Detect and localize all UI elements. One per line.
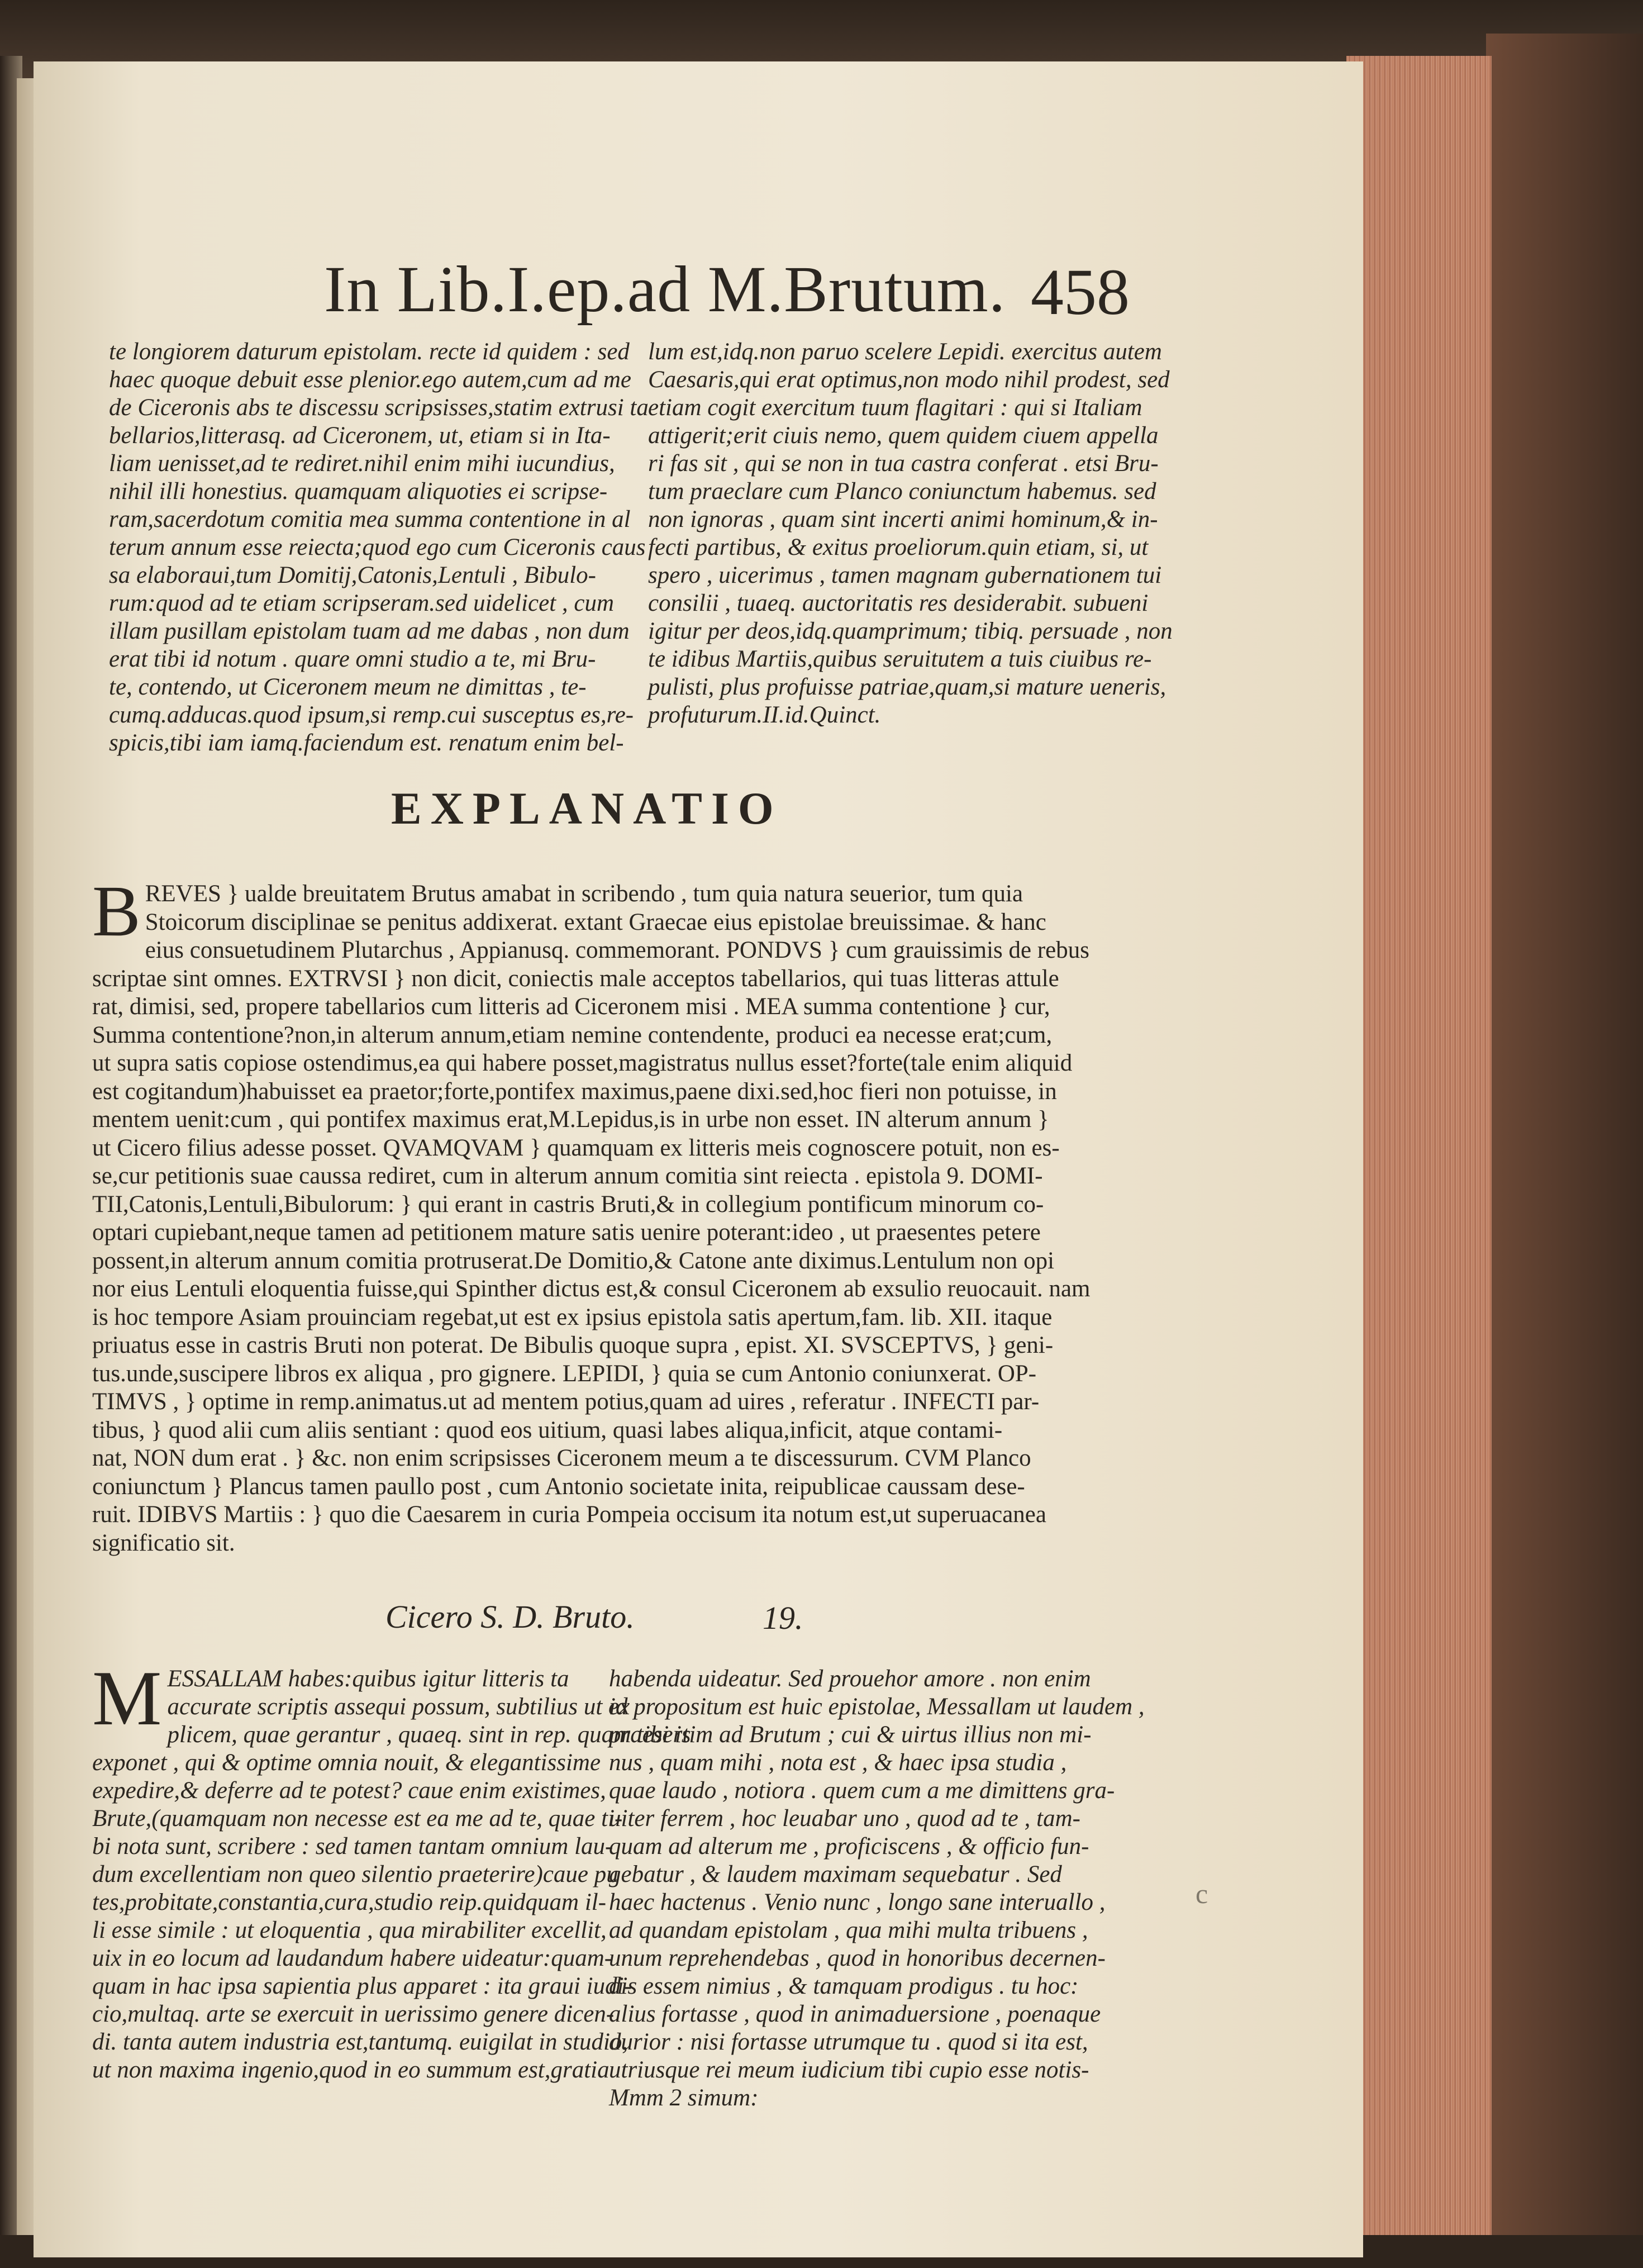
text-line: bellarios,litterasq. ad Ciceronem, ut, etiam si in Ita- xyxy=(109,422,611,449)
text-line: id propositum est huic epistolae, Messallam ut laudem , xyxy=(609,1694,1145,1720)
text-line: est cogitandum)habuisset ea praetor;forte,pontifex maximus,paene dixi.sed,hoc fieri non potuisse, in xyxy=(92,1078,1057,1105)
text-line: TIMVS , } optime in remp.animatus.ut ad mentem potius,quam ad uires , referatur . INFECTI par- xyxy=(92,1389,1040,1415)
text-line: cio,multaq. arte se exercuit in uerissimo genere dicen- xyxy=(92,2001,615,2027)
text-line: REVES } ualde breuitatem Brutus amabat in scribendo , tum quia natura seuerior, tum quia xyxy=(145,881,1023,907)
letter-title: Cicero S. D. Bruto. xyxy=(385,1599,635,1635)
text-line: pulisti, plus profuisse patriae,quam,si mature ueneris, xyxy=(648,674,1166,700)
text-line: tum praeclare cum Planco coniunctum habemus. sed xyxy=(648,478,1156,505)
text-line: habenda uideatur. Sed prouehor amore . non enim xyxy=(609,1666,1091,1692)
text-line: nihil illi honestius. quamquam aliquoties ei scripse- xyxy=(109,478,608,505)
text-line: Mmm 2 simum: xyxy=(609,2085,759,2111)
text-line: gebatur , & laudem maximam sequebatur . Sed xyxy=(609,1861,1062,1887)
text-line: terum annum esse reiecta;quod ego cum Ciceronis caus xyxy=(109,534,646,560)
drop-cap: B xyxy=(92,871,141,952)
text-line: uix in eo locum ad laudandum habere uideatur:quam- xyxy=(92,1945,613,1971)
text-line: quae laudo , notiora . quem cum a me dimittens gra- xyxy=(609,1777,1115,1804)
text-line: liam uenisset,ad te rediret.nihil enim mihi iucundius, xyxy=(109,450,615,477)
letter-column-right xyxy=(609,1665,1145,2112)
text-line: spicis,tibi iam iamq.faciendum est. renatum enim bel- xyxy=(109,730,624,756)
text-line: tes,probitate,constantia,cura,studio reip.quidquam il- xyxy=(92,1889,607,1915)
text-line: uiter ferrem , hoc leuabar uno , quod ad te , tam- xyxy=(609,1805,1080,1832)
text-line: tus.unde,suscipere libros ex aliqua , pro gignere. LEPIDI, } quia se cum Antonio coniunxerat. OP- xyxy=(92,1360,1037,1387)
text-line: exponet , qui & optime omnia nouit, & elegantissime xyxy=(92,1749,601,1776)
page-fore-edge xyxy=(1346,56,1492,2238)
text-line: non ignoras , quam sint incerti animi hominum,& in- xyxy=(648,506,1158,532)
text-line: scriptae sint omnes. EXTRVSI } non dicit, coniectis male acceptos tabellarios, qui tuas litteras attule xyxy=(92,965,1059,992)
text-line: Brute,(quamquam non necesse est ea me ad te, quae ti- xyxy=(92,1805,623,1832)
text-line: Caesaris,qui erat optimus,non modo nihil prodest, sed xyxy=(648,367,1170,393)
text-line: cumq.adducas.quod ipsum,si remp.cui susceptus es,re- xyxy=(109,702,634,728)
text-line: consilii , tuaeq. auctoritatis res desiderabit. subueni xyxy=(648,590,1149,616)
text-line: erat tibi id notum . quare omni studio a te, mi Bru- xyxy=(109,646,596,672)
text-line: ad quandam epistolam , qua mihi multa tribuens , xyxy=(609,1917,1088,1943)
letter-column-left xyxy=(92,1655,691,2084)
text-line: te longiorem daturum epistolam. recte id quidem : sed xyxy=(109,339,630,365)
text-line: optari cupiebant,neque tamen ad petitionem mature satis uenire poterant:ideo , ut praesentes petere xyxy=(92,1219,1041,1245)
text-line: ruit. IDIBVS Martiis : } quo die Caesarem in curia Pompeia occisum ita notum est,ut superuacanea xyxy=(92,1501,1046,1528)
text-line: tibus, } quod alii cum aliis sentiant : quod eos uitium, quasi labes aliqua,inficit, atque contami- xyxy=(92,1416,1003,1443)
explanatio-body xyxy=(92,871,1154,1557)
text-line: utriusque rei meum iudicium tibi cupio esse notis- xyxy=(609,2057,1089,2083)
text-line: rat, dimisi, sed, propere tabellarios cum litteris ad Ciceronem misi . MEA summa contentione } cur, xyxy=(92,993,1050,1020)
page-number: 458 xyxy=(1031,255,1130,329)
epistle-column-right xyxy=(648,338,1173,729)
book-cover-right xyxy=(1486,34,1643,2268)
text-line: accurate scriptis assequi possum, subtilius ut ex xyxy=(167,1694,630,1720)
text-line: de Ciceronis abs te discessu scripsisses,statim extrusi ta xyxy=(109,394,649,421)
text-line: lum est,idq.non paruo scelere Lepidi. exercitus autem xyxy=(648,339,1162,365)
text-line: Stoicorum disciplinae se penitus addixerat. extant Graecae eius epistolae breuissimae. & hanc xyxy=(145,909,1046,935)
text-line: coniunctum } Plancus tamen paullo post , cum Antonio societate inita, reipublicae caussam dese- xyxy=(92,1473,1025,1500)
text-line: sa elaboraui,tum Domitij,Catonis,Lentuli , Bibulo- xyxy=(109,562,596,588)
text-line: te, contendo, ut Ciceronem meum ne dimittas , te- xyxy=(109,674,587,700)
text-line: illam pusillam epistolam tuam ad me dabas , non dum xyxy=(109,618,630,644)
text-line: di. tanta autem industria est,tantumq. euigilat in studio, xyxy=(92,2029,628,2055)
text-line: nor eius Lentuli eloquentia fuisse,qui Spinther dictus est,& consul Ciceronem ab exsulio reuocauit. nam xyxy=(92,1276,1090,1302)
text-line: attigerit;erit ciuis nemo, quem quidem ciuem appella xyxy=(648,422,1159,449)
text-line: durior : nisi fortasse utrumque tu . quod si ita est, xyxy=(609,2029,1088,2055)
text-line: ut non maxima ingenio,quod in eo summum est,gratia xyxy=(92,2057,609,2083)
section-heading: EXPLANATIO xyxy=(391,783,783,834)
drop-cap: M xyxy=(92,1655,162,1742)
text-line: fecti partibus, & exitus proeliorum.quin etiam, si, ut xyxy=(648,534,1149,560)
text-line: haec hactenus . Venio nunc , longo sane interuallo , xyxy=(609,1889,1106,1915)
text-line: spero , uicerimus , tamen magnam gubernationem tui xyxy=(648,562,1162,588)
text-line: ut supra satis copiose ostendimus,ea qui habere posset,magistratus nullus esset?forte(tale enim aliquid xyxy=(92,1050,1073,1076)
text-line: Summa contentione?non,in alterum annum,etiam nemine contendente, produci ea necesse erat;cum, xyxy=(92,1021,1053,1048)
text-line: praesertim ad Brutum ; cui & uirtus illius non mi- xyxy=(609,1722,1092,1748)
letter-number: 19. xyxy=(763,1600,803,1636)
text-line: expedire,& deferre ad te potest? caue enim existimes, xyxy=(92,1777,606,1804)
text-line: priuatus esse in castris Bruti non poterat. De Bibulis quoque supra , epist. XI. SVSCEPTVS, } geni- xyxy=(92,1332,1054,1358)
page xyxy=(34,61,1363,2257)
text-line: significatio sit. xyxy=(92,1529,235,1556)
text-line: alius fortasse , quod in animaduersione , poenaque xyxy=(609,2001,1101,2027)
text-line: possent,in alterum annum comitia protruserat.De Domitio,& Catone ante diximus.Lentulum non opi xyxy=(92,1247,1055,1274)
text-line: igitur per deos,idq.quamprimum; tibiq. persuade , non xyxy=(648,618,1173,644)
text-line: ESSALLAM habes:quibus igitur litteris ta xyxy=(167,1666,569,1692)
epistle-column-left xyxy=(109,338,649,757)
text-line: is hoc tempore Asiam prouinciam regebat,ut est ex ipsius epistola satis apertum,fam. lib. XII. itaque xyxy=(92,1304,1053,1330)
running-header: In Lib.I.ep.ad M.Brutum. xyxy=(324,253,1006,326)
text-line: bi nota sunt, scribere : sed tamen tantam omnium lau- xyxy=(92,1833,613,1860)
text-line: profuturum.II.id.Quinct. xyxy=(648,702,881,728)
text-line: li esse simile : ut eloquentia , qua mirabiliter excellit, xyxy=(92,1917,607,1943)
margin-mark: c xyxy=(1196,1878,1208,1909)
text-line: se,cur petitionis suae caussa rediret, cum in alterum annum comitia sint reiecta . epistola 9. DOMI- xyxy=(92,1163,1043,1189)
text-line: ram,sacerdotum comitia mea summa contentione in al xyxy=(109,506,631,532)
text-line: haec quoque debuit esse plenior.ego autem,cum ad me xyxy=(109,367,632,393)
text-line: ri fas sit , qui se non in tua castra conferat . etsi Bru- xyxy=(648,450,1159,477)
text-line: nus , quam mihi , nota est , & haec ipsa studia , xyxy=(609,1749,1067,1776)
text-line: te idibus Martiis,quibus seruitutem a tuis ciuibus re- xyxy=(648,646,1152,672)
text-line: etiam cogit exercitum tuum flagitari : qui si Italiam xyxy=(648,394,1142,421)
text-line: dum excellentiam non queo silentio praeterire)caue pu xyxy=(92,1861,618,1887)
text-line: mentem uenit:cum , qui pontifex maximus erat,M.Lepidus,is in urbe non esset. IN alterum annum } xyxy=(92,1106,1049,1133)
text-line: plicem, quae gerantur , quaeq. sint in rep. quam tibi is xyxy=(167,1722,691,1748)
text-line: rum:quod ad te etiam scripseram.sed uidelicet , cum xyxy=(109,590,615,616)
text-line: nat, NON dum erat . } &c. non enim scripsisses Ciceronem meum a te discessurum. CVM Planco xyxy=(92,1445,1031,1471)
text-line: quam ad alterum me , proficiscens , & officio fun- xyxy=(609,1833,1089,1860)
text-line: TII,Catonis,Lentuli,Bibulorum: } qui erant in castris Bruti,& in collegium pontificum minorum co- xyxy=(92,1191,1044,1218)
text-line: quam in hac ipsa sapientia plus apparet : ita graui iudi- xyxy=(92,1973,632,1999)
text-line: dis essem nimius , & tamquam prodigus . tu hoc: xyxy=(609,1973,1079,1999)
text-line: unum reprehendebas , quod in honoribus decernen- xyxy=(609,1945,1106,1971)
text-line: ut Cicero filius adesse posset. QVAMQVAM } quamquam ex litteris meis cognoscere potuit, non es- xyxy=(92,1134,1060,1161)
text-line: eius consuetudinem Plutarchus , Appianusq. commemorant. PONDVS } cum grauissimis de rebus xyxy=(145,937,1089,963)
